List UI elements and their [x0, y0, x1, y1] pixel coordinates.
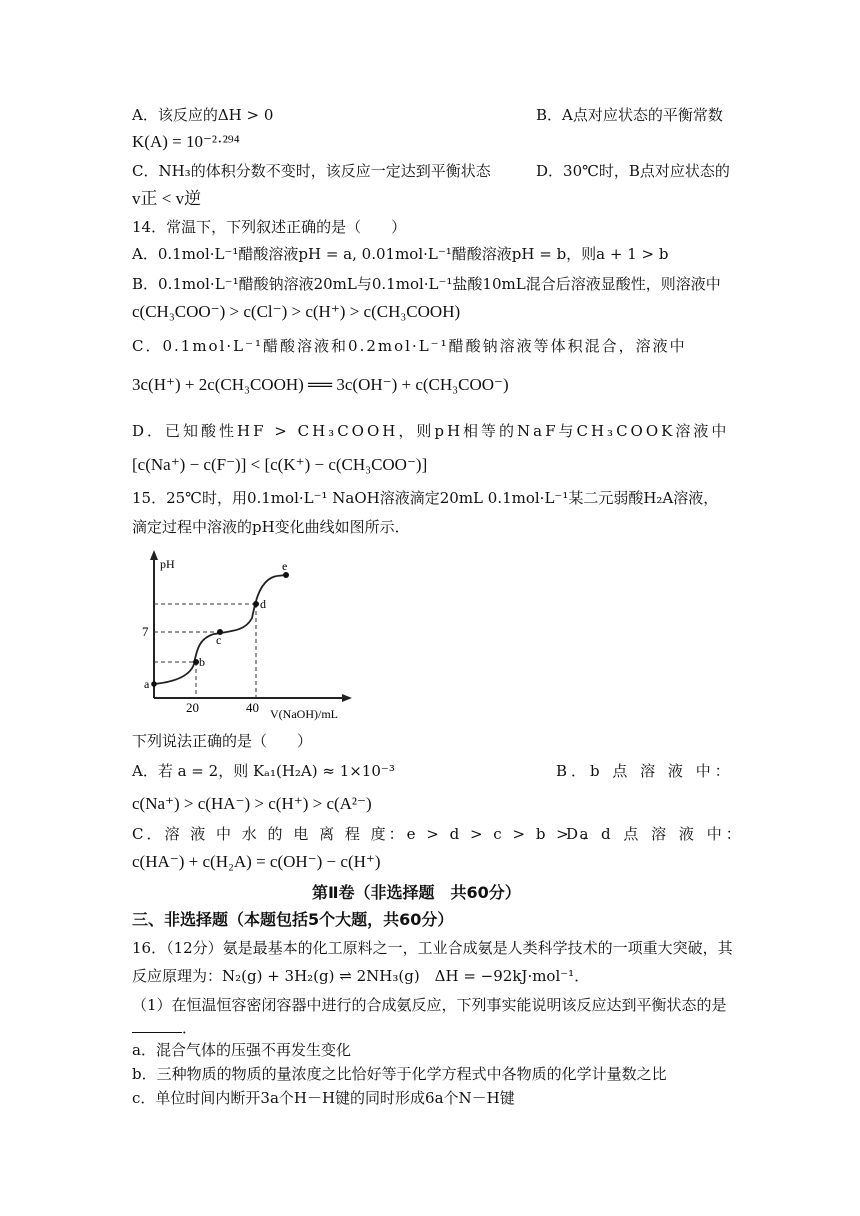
q16-stem-line2: 反应原理为：N₂(g) + 3H₂(g) ⇌ 2NH₃(g) ΔH = −92kJ·mol⁻¹．	[132, 967, 590, 985]
q14-option-d-expr: [c(Na⁺) − c(F⁻)] < [c(K⁺) − c(CH₃COO⁻)]	[132, 455, 428, 474]
q15-option-b-expr: c(Na⁺) > c(HA⁻) > c(H⁺) > c(A²⁻)	[132, 794, 372, 813]
point-d-label: d	[260, 597, 266, 611]
y-axis-label: pH	[160, 557, 175, 571]
x-axis-label: V(NaOH)/mL	[270, 707, 338, 721]
q14-option-b: B．0.1mol·L⁻¹醋酸钠溶液20mL与0.1mol·L⁻¹盐酸10mL混合后溶液显酸性，则溶液中	[132, 275, 721, 293]
q14-option-a: A．0.1mol·L⁻¹醋酸溶液pH = a, 0.01mol·L⁻¹醋酸溶液pH = b，则a + 1 > b	[132, 245, 669, 263]
q13-option-d: D．30℃时，B点对应状态的	[536, 162, 730, 180]
part2-title: 第Ⅱ卷（非选择题 共60分）	[312, 883, 521, 902]
q15-option-d-expr: c(HA⁻) + c(H₂A) = c(OH⁻) − c(H⁺)	[132, 852, 381, 871]
q16-sub1: （1）在恒温恒容密闭容器中进行的合成氨反应，下列事实能说明该反应达到平衡状态的是	[132, 996, 727, 1014]
y-tick-7: 7	[142, 624, 149, 639]
point-c-label: c	[216, 633, 222, 647]
q15-question: 下列说法正确的是（ ）	[132, 732, 313, 750]
q15-stem-line1: 15．25℃时，用0.1mol·L⁻¹ NaOH溶液滴定20mL 0.1mol·L⁻¹某二元弱酸H₂A溶液，	[132, 489, 719, 507]
q16-option-b: b．三种物质的物质的量浓度之比恰好等于化学方程式中各物质的化学计量数之比	[132, 1065, 667, 1083]
point-d	[253, 601, 259, 607]
section3-title: 三、非选择题（本题包括5个大题，共60分）	[132, 910, 454, 929]
q13-option-b: B．A点对应状态的平衡常数	[536, 106, 723, 124]
point-e-label: e	[282, 559, 288, 573]
q15-stem-line2: 滴定过程中溶液的pH变化曲线如图所示．	[132, 518, 410, 536]
q16-sub1-answer	[132, 1018, 197, 1038]
q14-option-c: C．0.1mol·L⁻¹醋酸溶液和0.2mol·L⁻¹醋酸钠溶液等体积混合，溶液中	[132, 337, 687, 355]
answer-blank[interactable]	[132, 1020, 182, 1033]
q14-option-d: D．已知酸性HF > CH₃COOH，则pH相等的NaF与CH₃COOK溶液中	[132, 422, 730, 440]
q15-option-d: D．d 点 溶 液 中：	[566, 825, 745, 843]
q15-option-c: C．溶 液 中 水 的 电 离 程 度：e > d > c > b > a	[132, 825, 592, 843]
q15-option-a: A．若 a = 2，则 Kₐ₁(H₂A) ≈ 1×10⁻³	[132, 762, 395, 780]
titration-curve-figure	[134, 548, 364, 724]
q14-option-b-expr: c(CH₃COO⁻) > c(Cl⁻) > c(H⁺) > c(CH₃COOH)	[132, 302, 461, 321]
q14-option-c-expr: 3c(H⁺) + 2c(CH₃COOH) ══ 3c(OH⁻) + c(CH₃COO⁻)	[132, 375, 509, 394]
q13-option-c: C．NH₃的体积分数不变时，该反应一定达到平衡状态	[132, 162, 491, 180]
x-axis-arrow	[342, 694, 352, 702]
q13-option-b-cont: K(A) = 10⁻²·²⁹⁴	[132, 132, 240, 151]
point-a	[151, 681, 157, 687]
q16-option-c: c．单位时间内断开3a个H－H键的同时形成6a个N－H键	[132, 1089, 515, 1107]
q14-stem: 14．常温下，下列叙述正确的是（ ）	[132, 218, 407, 236]
q16-option-a: a．混合气体的压强不再发生变化	[132, 1041, 351, 1059]
q15-option-b: B．b 点 溶 液 中：	[556, 762, 734, 780]
q16-stem-line1: 16．（12分）氨是最基本的化工原料之一，工业合成氨是人类科学技术的一项重大突破，其	[132, 939, 733, 957]
point-a-label: a	[144, 677, 150, 691]
answer-blank-end: ．	[182, 1019, 198, 1037]
point-b-label: b	[199, 655, 205, 669]
x-tick-20: 20	[186, 700, 199, 715]
x-tick-40: 40	[246, 700, 259, 715]
q13-option-d-cont: v正 < v逆	[132, 189, 202, 208]
q13-option-a: A．该反应的ΔH > 0	[132, 106, 274, 124]
y-axis-arrow	[150, 550, 158, 560]
